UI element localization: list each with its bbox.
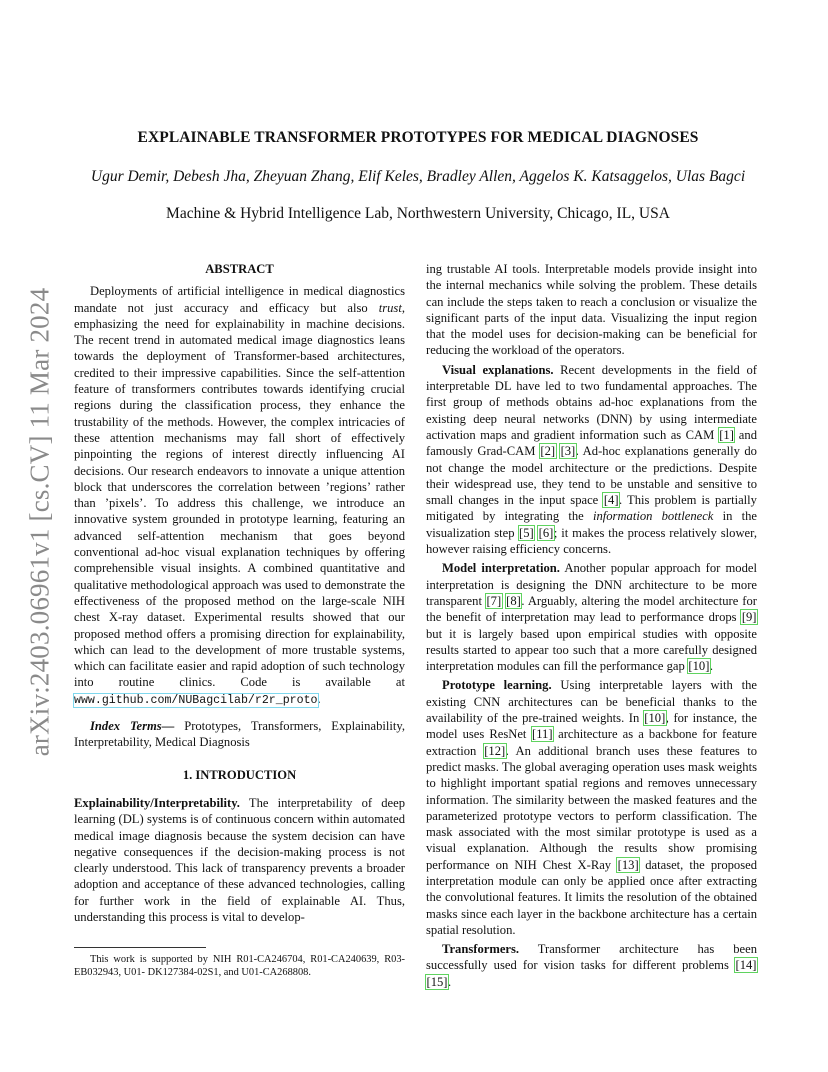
model-bold: Model interpretation.	[442, 561, 560, 576]
model-text-2: . Arguably, altering the model architecture for the benefit of interpretation may lead to performance drops	[426, 593, 757, 625]
transformers-bold: Transformers.	[442, 942, 520, 957]
citation[interactable]: [13]	[617, 857, 639, 872]
footnote: This work is supported by NIH R01-CA246704, R01-CA240639, R03-EB032943, U01- DK127384-02S1, and U01-CA268808.	[74, 954, 405, 978]
abstract-text-1: Deployments of artificial intelligence in medical diagnostics mandate not just accuracy and efficacy but also	[74, 284, 405, 315]
paper-title: EXPLAINABLE TRANSFORMER PROTOTYPES FOR MEDICAL DIAGNOSES	[137, 129, 699, 146]
citation[interactable]: [6]	[538, 525, 554, 540]
abstract-text-3: .	[317, 691, 321, 706]
citation[interactable]: [4]	[603, 493, 619, 508]
visual-text-3: . Ad-hoc explanations generally do not change the model architecture or the predictions. Despite their widespread use, they tend to be unstable and sensitive to small changes in the input space	[426, 444, 757, 508]
arxiv-identifier	[20, 282, 60, 762]
abstract-text-2: , emphasizing the need for explainability in machine decisions. The recent trend in automated medical image diagnostics leans towards the deployment of Transformer-based architectures, credited to their impressive capabilities. Since the self-attention feature of transformers contributes towards identifying crucial regions during the classification process, they enhance the trustability of the methods. However, the complex intricacies of these attention mechanisms may fall short of effectively pinpointing the regions of interest directly influencing AI decisions. Our research endeavors to innovate a unique attention block that underscores the correlation between ’regions’ rather than ’pixels’. To address this challenge, we introduce an innovative system grounded in prototype learning, featuring an advanced self-attention mechanism that goes beyond conventional ad-hoc visual explanation techniques by offering comprehensible visual insights. A combined quantitative and qualitative methodological approach was used to demonstrate the effectiveness of the proposed method on the large-scale NIH chest X-ray dataset. Experimental results showed that our proposed method offers a promising direction for explainability, which can lead to the development of more trustable systems, which can facilitate easier and rapid adoption of such technology into routine clinics. Code is available at	[74, 300, 405, 690]
citation[interactable]: [10]	[688, 659, 710, 674]
footnote-rule	[74, 947, 206, 948]
visual-explanations-paragraph	[426, 362, 757, 558]
citation[interactable]: [9]	[741, 610, 757, 625]
index-terms-label: Index Terms—	[90, 719, 175, 734]
author-list: Ugur Demir, Debesh Jha, Zheyuan Zhang, Elif Keles, Bradley Allen, Aggelos K. Katsaggelos, Ulas Bagci	[90, 168, 746, 185]
prototype-text-1: Using interpretable layers with the existing CNN architectures can be beneficial thanks to the availability of the pre-trained weights. In	[426, 678, 757, 726]
visual-text-4: . This problem is partially mitigated by integrating the	[426, 493, 757, 524]
model-text-3: but it is largely based upon empirical studies with opposite results started to appear too such that a more carefully designed interpretation modules can fill the performance gap	[426, 626, 757, 674]
affiliation: Machine & Hybrid Intelligence Lab, Northwestern University, Chicago, IL, USA	[166, 205, 670, 222]
abstract-paragraph	[74, 283, 405, 709]
visual-text-1: Recent developments in the field of interpretable DL have led to two fundamental approaches. The first group of methods obtains ad-hoc explanations from the existing deep neural networks (DNN) by using intermediate activation maps and gradient information such as CAM	[426, 362, 757, 442]
citation[interactable]: [10]	[644, 711, 666, 726]
visual-text-6: ; it makes the process relatively slower, however raising efficiency concerns.	[426, 525, 757, 557]
right-paragraph-0: ing trustable AI tools. Interpretable models provide insight into the internal mechanics while solving the problem. These details can include the steps taken to reach a conclusion or visualize the significant parts of the input data. Visualizing the input region that the model uses for decision-making can be beneficial for reducing the workload of the operators.	[426, 262, 757, 358]
index-terms	[74, 718, 405, 751]
prototype-text-4: . An additional branch uses these features to predict masks. The global averaging operation uses mask weights to highlight important spatial regions and removes unnecessary information. The similarity between the masked features and the parameterized prototype vectors to perform classification. The mask associated with the most similar prototype is used as a visual explanation. Although the results show promising performance on NIH Chest X-Ray	[426, 743, 758, 872]
citation[interactable]: [1]	[719, 427, 734, 442]
model-interpretation-paragraph	[426, 560, 757, 674]
transformers-text-2: .	[447, 974, 452, 989]
visual-italic: information bottleneck	[592, 509, 714, 524]
visual-text-5: in the visualization step	[426, 509, 757, 540]
intro-text: The interpretability of deep learning (DL) systems is of continuous concern within automated medical image diagnosis because the system decision can have negative consequences if the decision-making process is not clearly understood. This lack of transparency prevents a broader adoption and acceptance of these advanced technologies, calling for further work in the field of explainable AI. Thus, understanding this process is vital to develop-	[74, 795, 405, 924]
right-column	[426, 261, 757, 990]
citation[interactable]: [7]	[486, 593, 502, 608]
transformers-paragraph	[426, 941, 757, 990]
abstract-heading: ABSTRACT	[205, 262, 274, 276]
citation[interactable]: [8]	[506, 593, 521, 608]
prototype-text-3: architecture as a backbone for feature extraction	[426, 727, 758, 758]
prototype-bold: Prototype learning.	[442, 678, 552, 693]
left-column	[74, 261, 405, 925]
index-terms-text: Prototypes, Transformers, Explainability, Interpretability, Medical Diagnosis	[74, 719, 405, 750]
citation[interactable]: [2]	[540, 444, 556, 459]
citation[interactable]: [3]	[560, 444, 576, 459]
citation[interactable]: [15]	[426, 974, 448, 989]
visual-bold: Visual explanations.	[442, 362, 554, 377]
citation[interactable]: [5]	[519, 525, 534, 540]
citation[interactable]: [12]	[484, 743, 506, 758]
abstract-trust: trust	[378, 300, 402, 315]
prototype-text-2: , for instance, the model uses ResNet	[426, 711, 757, 742]
model-text-4: .	[709, 659, 714, 674]
prototype-text-5: dataset, the proposed interpretation module can only be applied once after extracting the convolutional features. It limits the resolution of the obtained masks since each layer in the backbone architecture has a certain spatial resolution.	[426, 857, 757, 937]
intro-paragraph	[74, 795, 405, 925]
citation[interactable]: [11]	[532, 727, 553, 742]
visual-text-2: and famously Grad-CAM	[426, 427, 757, 459]
introduction-heading: 1. INTRODUCTION	[182, 767, 297, 782]
intro-bold: Explainability/Interpretability.	[74, 795, 240, 810]
citation[interactable]: [14]	[735, 958, 757, 973]
transformers-text-1: Transformer architecture has been successfully used for vision tasks for different problems	[426, 942, 757, 973]
model-text-1: Another popular approach for model interpretation is designing the DNN architecture to be more transparent	[426, 561, 757, 608]
prototype-learning-paragraph	[426, 677, 757, 938]
arxiv-identifier-text: arXiv:2403.06961v1 [cs.CV] 11 Mar 2024	[24, 287, 55, 757]
code-link[interactable]: www.github.com/NUBagcilab/r2r_proto	[74, 693, 318, 707]
